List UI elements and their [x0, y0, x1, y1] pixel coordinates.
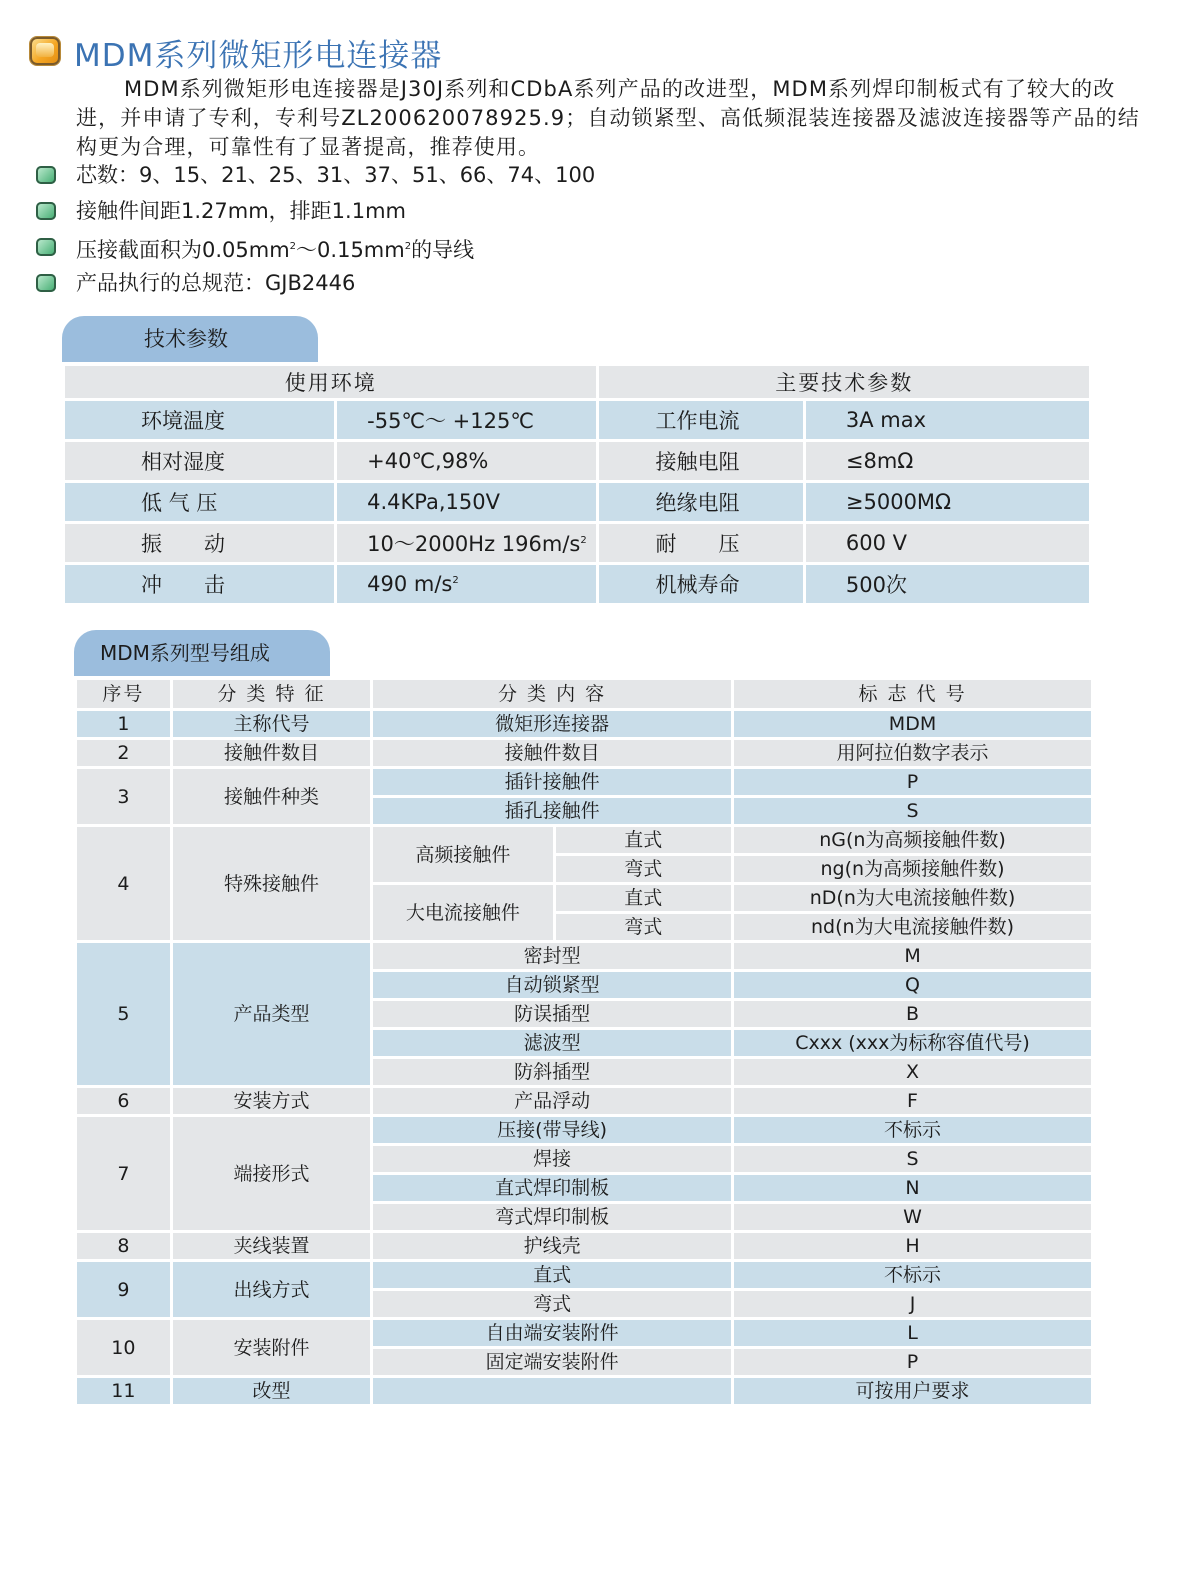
table-row: 弯式焊印制板 W — [76, 1203, 1093, 1232]
table-row: 冲 击 490 $m/s^2$ 机械寿命 500次 — [64, 564, 1091, 605]
green-square-icon — [36, 202, 56, 220]
table-row: 10 安装附件 自由端安装附件 L — [76, 1319, 1093, 1348]
table-row: 滤波型 Cxxx (xxx为标称容值代号) — [76, 1029, 1093, 1058]
table-row: 9 出线方式 直式 不标示 — [76, 1261, 1093, 1290]
table-row: 环境温度 -55℃～ +125℃ 工作电流 3A max — [64, 400, 1091, 441]
env-header: 使用环境 — [64, 365, 598, 400]
page-title: MDM系列微矩形电连接器 — [74, 38, 443, 74]
table-row: 焊接 S — [76, 1145, 1093, 1174]
table-row: 弯式 ng(n为高频接触件数) — [76, 855, 1093, 884]
tech-params-tab: 技术参数 — [62, 316, 318, 362]
table-row: 11 改型 可按用户要求 — [76, 1377, 1093, 1406]
table-row: 1 主称代号 微矩形连接器 MDM — [76, 710, 1093, 739]
main-params-header: 主要技术参数 — [598, 365, 1091, 400]
green-square-icon — [36, 166, 56, 184]
model-composition-tab: MDM系列型号组成 — [74, 630, 330, 676]
table-row: 大电流接触件 直式 nD(n为大电流接触件数) — [76, 884, 1093, 913]
tech-params-table — [62, 363, 1092, 606]
table-row: 8 夹线装置 护线壳 H — [76, 1232, 1093, 1261]
table-row: 直式焊印制板 N — [76, 1174, 1093, 1203]
table-row: 相对湿度 +40℃,98% 接触电阻 ≤8mΩ — [64, 441, 1091, 482]
model-composition-table — [74, 677, 1094, 1407]
table-row: 防误插型 B — [76, 1000, 1093, 1029]
green-square-icon — [36, 274, 56, 292]
green-square-icon — [36, 238, 56, 256]
table-row: 固定端安装附件 P — [76, 1348, 1093, 1377]
table-row: 6 安装方式 产品浮动 F — [76, 1087, 1093, 1116]
table-row: 5 产品类型 密封型 M — [76, 942, 1093, 971]
table-row: 自动锁紧型 Q — [76, 971, 1093, 1000]
title-icon — [30, 37, 60, 65]
table-header-row — [64, 365, 1091, 400]
table-header-row: 序号 分 类 特 征 分 类 内 容 标 志 代 号 — [76, 679, 1093, 710]
table-row: 3 接触件种类 插针接触件 P — [76, 768, 1093, 797]
table-row: 2 接触件数目 接触件数目 用阿拉伯数字表示 — [76, 739, 1093, 768]
table-row: 7 端接形式 压接(带导线) 不标示 — [76, 1116, 1093, 1145]
table-row: 弯式 nd(n为大电流接触件数) — [76, 913, 1093, 942]
table-row: 振 动 10～2000Hz $196m/s^2$ 耐 压 600 V — [64, 523, 1091, 564]
table-row: 低 气 压 4.4KPa,150V 绝缘电阻 ≥5000MΩ — [64, 482, 1091, 523]
table-row: 插孔接触件 S — [76, 797, 1093, 826]
table-row: 防斜插型 X — [76, 1058, 1093, 1087]
table-row: 4 特殊接触件 高频接触件 直式 nG(n为高频接触件数) — [76, 826, 1093, 855]
table-row: 弯式 J — [76, 1290, 1093, 1319]
intro-paragraph: MDM系列微矩形电连接器是J30J系列和CDbA系列产品的改进型，MDM系列焊印制板式有了较大的改进，并申请了专利，专利号ZL200620078925.9；自动锁紧型、高低频混装连接器及滤波连接器等产品的结构更为合理，可靠性有了显著提高，推荐使用。 — [76, 77, 1140, 159]
